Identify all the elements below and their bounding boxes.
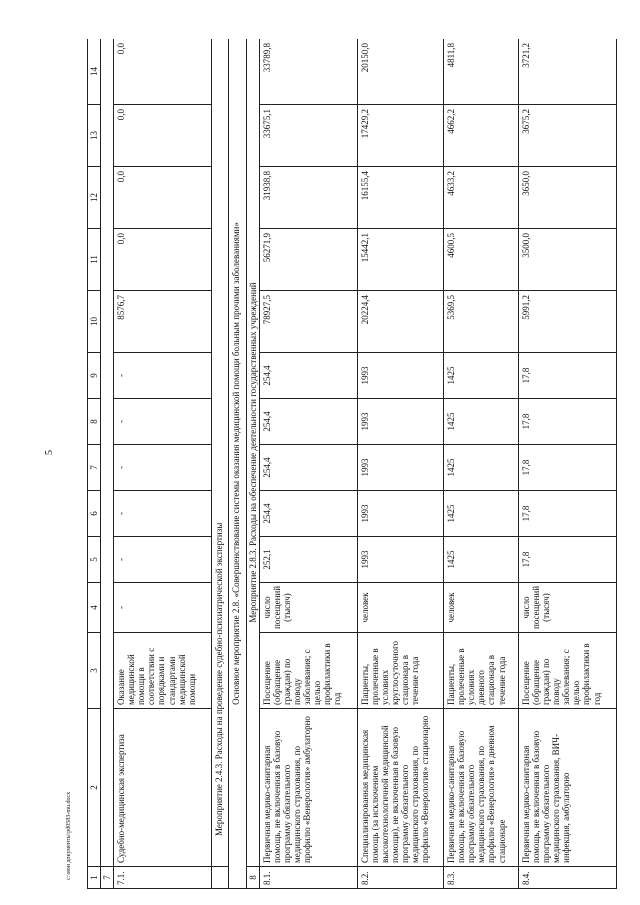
row-unit: человек xyxy=(444,583,519,633)
row-id: 8.3. xyxy=(444,867,519,889)
value-col-7: - xyxy=(114,445,212,491)
row-indicator: Посещение (обращение граждан) по поводу заболевания; с целью профилактики в год xyxy=(259,633,357,709)
value-col-10: 78927,5 xyxy=(259,291,357,353)
row-indicator: Пациенты, пролеченные в условиях круглосуточного стационара в течение года xyxy=(357,633,443,709)
value-col-12: 3650,0 xyxy=(519,167,617,229)
main-measure-28-title: Основное мероприятие 2.8. «Совершенствование системы оказания медицинской помощи больным прочими заболеваниями» xyxy=(229,39,246,889)
footer-file-path: с:\мои документы\pd0583-mu.docx xyxy=(66,791,72,880)
value-col-7: 17,8 xyxy=(519,445,617,491)
value-col-7: 1993 xyxy=(357,445,443,491)
row-unit: - xyxy=(114,583,212,633)
value-col-7: 1425 xyxy=(444,445,519,491)
program-expenditure-table xyxy=(87,39,617,889)
main-measure-28-row xyxy=(229,39,246,889)
value-col-5: 1993 xyxy=(357,537,443,583)
value-col-14: 20150,0 xyxy=(357,39,443,105)
row-name: Первичная медико-санитарная помощь, не включенная в базовую программу обязательного медицинского страхования, по профилю «Венерология» в дневном стационаре xyxy=(444,709,519,867)
value-col-14: 3721,2 xyxy=(519,39,617,105)
value-col-13: 17429,2 xyxy=(357,105,443,167)
rotated-table-container xyxy=(87,39,617,889)
value-col-11: 15442,1 xyxy=(357,229,443,291)
col-number-2: 2 xyxy=(88,709,101,867)
value-col-13: 3675,2 xyxy=(519,105,617,167)
value-col-12: 0,0 xyxy=(114,167,212,229)
row-name: Первичная медико-санитарная помощь, не включенная в базовую программу обязательного медицинского страхования, ВИЧ-инфекция, амбулаторно xyxy=(519,709,617,867)
value-col-6: 1425 xyxy=(444,491,519,537)
col-number-7: 7 xyxy=(88,445,101,491)
col-number-14: 14 xyxy=(88,39,101,105)
value-col-6: - xyxy=(114,491,212,537)
value-col-6: 17,8 xyxy=(519,491,617,537)
measure-243-title: Мероприятие 2.4.3. Расходы на проведение судебно-психиатрической экспертизы xyxy=(212,39,229,867)
value-col-9: 254,4 xyxy=(259,353,357,399)
value-col-10: 8576,7 xyxy=(114,291,212,353)
row-unit: человек xyxy=(357,583,443,633)
value-col-8: 1993 xyxy=(357,399,443,445)
value-col-13: 0,0 xyxy=(114,105,212,167)
value-col-9: 1425 xyxy=(444,353,519,399)
value-col-5: 252,1 xyxy=(259,537,357,583)
value-col-6: 254,4 xyxy=(259,491,357,537)
section-7-row xyxy=(101,39,114,889)
col-number-8: 8 xyxy=(88,399,101,445)
row-name: Первичная медико-санитарная помощь, не включенная в базовую программу обязательного медицинского страхования, по профилю «Венерология» амбулаторно xyxy=(259,709,357,867)
value-col-13: 33675,1 xyxy=(259,105,357,167)
row-indicator: Посещение (обращение граждан) по поводу заболевания; с целью профилактики в год xyxy=(519,633,617,709)
value-col-6: 1993 xyxy=(357,491,443,537)
value-col-14: 0,0 xyxy=(114,39,212,105)
value-col-10: 5991,2 xyxy=(519,291,617,353)
value-col-11: 0,0 xyxy=(114,229,212,291)
row-indicator: Пациенты, пролеченные в условиях дневного стационара в течение года xyxy=(444,633,519,709)
table-row-8-1 xyxy=(259,39,357,889)
value-col-11: 3500,0 xyxy=(519,229,617,291)
value-col-8: - xyxy=(114,399,212,445)
col-number-13: 13 xyxy=(88,105,101,167)
value-col-5: - xyxy=(114,537,212,583)
table-row-7-1 xyxy=(114,39,212,889)
col-number-12: 12 xyxy=(88,167,101,229)
section-8-row xyxy=(246,39,259,889)
measure-283-title: Мероприятие 2.8.3. Расходы на обеспечение деятельности государственных учреждений xyxy=(246,39,259,867)
section-7-span xyxy=(101,39,114,867)
page-number: 5 xyxy=(43,450,55,455)
value-col-10: 5369,5 xyxy=(444,291,519,353)
value-col-9: 1993 xyxy=(357,353,443,399)
value-col-8: 254,4 xyxy=(259,399,357,445)
value-col-9: - xyxy=(114,353,212,399)
value-col-11: 4600,5 xyxy=(444,229,519,291)
row-unit: число посещений (тысяч) xyxy=(259,583,357,633)
col-number-10: 10 xyxy=(88,291,101,353)
col-number-1: 1 xyxy=(88,867,101,889)
value-col-9: 17,8 xyxy=(519,353,617,399)
value-col-11: 56271,9 xyxy=(259,229,357,291)
table-row-8-3 xyxy=(444,39,519,889)
table-row-8-4 xyxy=(519,39,617,889)
col-number-5: 5 xyxy=(88,537,101,583)
col-number-9: 9 xyxy=(88,353,101,399)
measure-243-row xyxy=(212,39,229,889)
section-8-label: 8 xyxy=(246,867,259,889)
row-id: 7.1. xyxy=(114,867,212,889)
table-row-8-2 xyxy=(357,39,443,889)
value-col-12: 16155,4 xyxy=(357,167,443,229)
column-number-row xyxy=(88,39,101,889)
value-col-8: 17,8 xyxy=(519,399,617,445)
row-name: Судебно-медицинская экспертиза xyxy=(114,709,212,867)
value-col-14: 4811,8 xyxy=(444,39,519,105)
section-7-label: 7 xyxy=(101,867,114,889)
row-id: 8.1. xyxy=(259,867,357,889)
value-col-8: 1425 xyxy=(444,399,519,445)
row-name: Специализированная медицинская помощь (за исключением высокотехнологичной медицинской помощи), не включенная в базовую программу обязательного медицинского страхования, по профилю «Венерология» стационарно xyxy=(357,709,443,867)
col-number-6: 6 xyxy=(88,491,101,537)
row-indicator: Оказание медицинской помощи в соответствии с порядками и стандартами медицинской помощи xyxy=(114,633,212,709)
value-col-5: 1425 xyxy=(444,537,519,583)
value-col-14: 33789,8 xyxy=(259,39,357,105)
row-unit: число посещений (тысяч) xyxy=(519,583,617,633)
value-col-10: 20224,4 xyxy=(357,291,443,353)
value-col-13: 4662,2 xyxy=(444,105,519,167)
value-col-12: 4633,2 xyxy=(444,167,519,229)
value-col-5: 17,8 xyxy=(519,537,617,583)
row-id: 8.2. xyxy=(357,867,443,889)
col-number-4: 4 xyxy=(88,583,101,633)
measure-243-empty xyxy=(212,867,229,889)
value-col-12: 31938,8 xyxy=(259,167,357,229)
row-id: 8.4. xyxy=(519,867,617,889)
value-col-7: 254,4 xyxy=(259,445,357,491)
col-number-3: 3 xyxy=(88,633,101,709)
col-number-11: 11 xyxy=(88,229,101,291)
